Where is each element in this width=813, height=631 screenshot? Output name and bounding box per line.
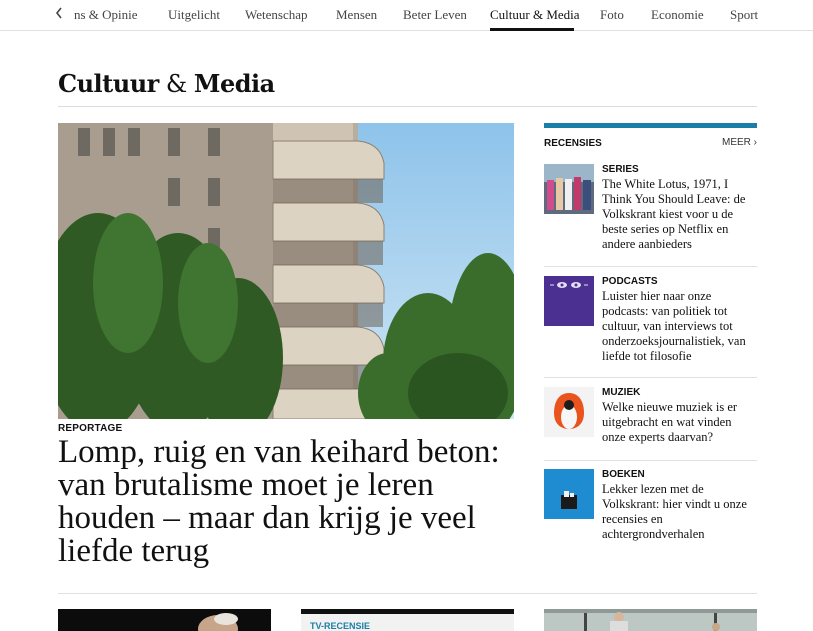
podcasts-headline-link[interactable]: Luister hier naar onze podcasts: van politiek tot cultuur, van interviews tot onderzoeksjournalistiek, van liefde tot filosofie	[602, 289, 746, 363]
page-title	[58, 69, 275, 98]
hero-image[interactable]	[58, 123, 514, 419]
hero-kicker: REPORTAGE	[58, 423, 123, 434]
review-item-boeken[interactable]	[544, 469, 757, 544]
chevron-left-icon[interactable]	[54, 5, 68, 23]
nav-item-beter-leven[interactable]: Beter Leven	[403, 7, 467, 22]
nav-item-foto[interactable]: Foto	[600, 7, 624, 22]
recensies-accent-bar	[544, 123, 757, 128]
divider	[58, 106, 757, 107]
series-headline-link[interactable]: The White Lotus, 1971, I Think You Should Leave: de Volkskrant kiest voor u de beste series op Netflix en andere aanbieders	[602, 177, 746, 251]
meer-label[interactable]: MEER	[721, 137, 751, 148]
meer-link[interactable]	[722, 137, 757, 148]
nav-item-cultuur-media[interactable]: Cultuur & Media	[490, 7, 580, 22]
boeken-headline-link[interactable]: Lekker lezen met de Volkskrant: hier vindt u onze recensies en achtergrondverhalen	[602, 482, 747, 541]
nav-item-sport[interactable]: Sport	[730, 7, 759, 22]
page-title-part2: Media	[193, 69, 275, 98]
nav-item-wetenschap[interactable]: Wetenschap	[245, 7, 308, 22]
boeken-kicker: BOEKEN	[602, 469, 645, 480]
review-item-series[interactable]	[544, 164, 757, 254]
tv-recensie-kicker: TV-RECENSIE	[310, 621, 371, 631]
review-item-podcasts[interactable]	[544, 276, 757, 366]
chevron-right-icon: ›	[750, 137, 757, 148]
bottom-card-image-1[interactable]	[58, 609, 271, 631]
muziek-kicker: MUZIEK	[602, 387, 641, 398]
series-kicker: SERIES	[602, 164, 639, 175]
podcasts-thumbnail[interactable]	[544, 276, 594, 326]
podcasts-kicker: PODCASTS	[602, 276, 658, 287]
divider	[58, 593, 757, 594]
nav-item-opinie[interactable]: ns & Opinie	[74, 7, 138, 22]
recensies-heading: RECENSIES	[544, 138, 602, 149]
active-tab-indicator	[490, 28, 574, 31]
divider	[544, 460, 757, 461]
page-title-part1: Cultuur	[58, 69, 159, 98]
section-nav	[0, 0, 813, 31]
page-title-amp: &	[158, 70, 194, 98]
review-item-muziek[interactable]	[544, 387, 757, 447]
boeken-thumbnail[interactable]	[544, 469, 594, 519]
series-thumbnail[interactable]	[544, 164, 594, 214]
divider	[544, 266, 757, 267]
hero-headline-link[interactable]: Lomp, ruig en van keihard beton: van brutalisme moet je leren houden – maar dan krijg je veel liefde terug	[58, 434, 500, 569]
nav-item-economie[interactable]: Economie	[651, 7, 704, 22]
divider	[544, 377, 757, 378]
nav-item-mensen[interactable]: Mensen	[336, 7, 378, 22]
muziek-headline-link[interactable]: Welke nieuwe muziek is er uitgebracht en wat vinden onze experts daarvan?	[602, 400, 738, 444]
bottom-card-image-3[interactable]	[544, 609, 757, 631]
muziek-thumbnail[interactable]	[544, 387, 594, 437]
nav-item-uitgelicht[interactable]: Uitgelicht	[168, 7, 220, 22]
